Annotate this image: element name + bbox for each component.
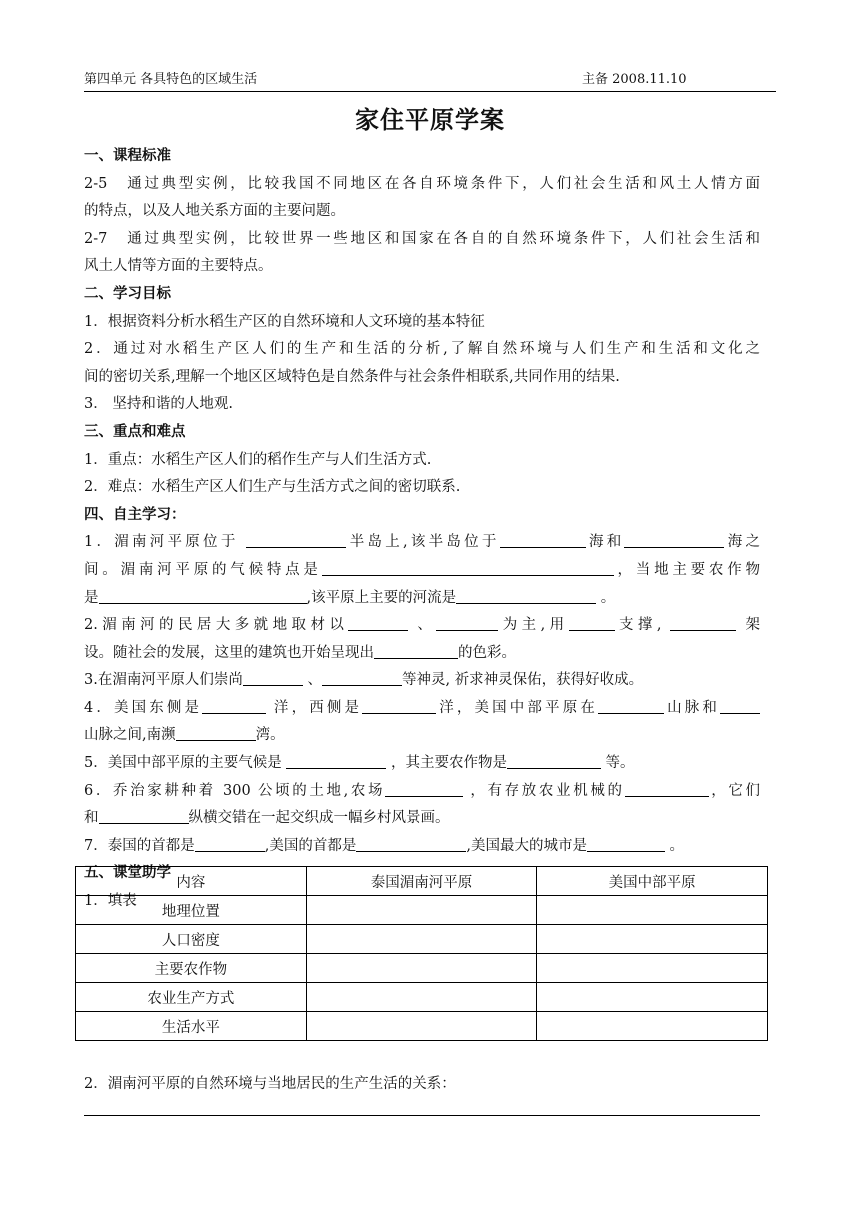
page-header xyxy=(84,71,776,92)
answer-blank[interactable] xyxy=(195,837,265,852)
row-label: 地理位置 xyxy=(76,896,307,925)
section-heading-goals: 二、学习目标 xyxy=(84,285,171,302)
author-date: 主备 2008.11.10 xyxy=(582,72,687,87)
task-2-relationship: 2．湄南河平原的自然环境与当地居民的生产生活的关系： xyxy=(84,1076,456,1092)
answer-blank[interactable] xyxy=(202,699,266,714)
answer-blank[interactable] xyxy=(99,589,307,604)
table-row xyxy=(76,954,768,983)
answer-blank[interactable] xyxy=(176,726,256,741)
answer-cell[interactable] xyxy=(537,1012,768,1041)
answer-blank[interactable] xyxy=(587,837,665,852)
answer-cell[interactable] xyxy=(537,896,768,925)
section-heading-standards: 一、课程标准 xyxy=(84,148,171,164)
answer-blank[interactable] xyxy=(356,837,466,852)
table-row xyxy=(76,983,768,1012)
question-1-line3: 是 ,该平原上主要的河流是 。 xyxy=(84,589,616,606)
question-3: 3.在湄南河平原人们崇尚 、 等神灵, 祈求神灵保佑，获得好收成。 xyxy=(84,672,644,689)
answer-blank[interactable] xyxy=(507,754,601,769)
task-1-fill-table: 1．填表 xyxy=(84,893,137,910)
row-label: 生活水平 xyxy=(76,1012,307,1041)
question-1-line1: 1．湄南河平原位于 半岛上,该半岛位于 海和 海之 xyxy=(84,534,761,551)
answer-blank[interactable] xyxy=(374,644,458,659)
question-4-line1: 4．美国东侧是 洋，西侧是 洋，美国中部平原在 山脉和 xyxy=(84,695,760,723)
answer-blank[interactable] xyxy=(436,616,498,631)
question-5: 5．美国中部平原的主要气候是 ，其主要农作物是 等。 xyxy=(84,755,635,772)
question-4-line2: 山脉之间,南濒 湾。 xyxy=(84,727,285,744)
row-label: 主要农作物 xyxy=(76,954,307,983)
answer-blank[interactable] xyxy=(598,699,664,714)
table-row xyxy=(76,925,768,954)
answer-blank[interactable] xyxy=(385,782,463,797)
question-2-line1: 2.湄南河的民居大多就地取材以 、 为主,用 支撑, 架 xyxy=(84,617,761,634)
answer-blank[interactable] xyxy=(246,533,346,548)
keypoint-1: 1．重点：水稻生产区人们的稻作生产与人们生活方式. xyxy=(84,451,432,468)
answer-cell[interactable] xyxy=(306,983,537,1012)
answer-blank[interactable] xyxy=(569,616,615,631)
answer-cell[interactable] xyxy=(537,983,768,1012)
section-heading-keypoints: 三、重点和难点 xyxy=(84,423,186,440)
standard-2-7-line2: 风土人情等方面的主要特点。 xyxy=(84,258,273,275)
answer-cell[interactable] xyxy=(306,925,537,954)
table-header-row xyxy=(76,867,768,896)
answer-cell[interactable] xyxy=(537,925,768,954)
row-label: 农业生产方式 xyxy=(76,983,307,1012)
answer-blank[interactable] xyxy=(670,616,736,631)
answer-cell[interactable] xyxy=(306,1012,537,1041)
table-row xyxy=(76,1012,768,1041)
answer-line[interactable] xyxy=(84,1115,760,1116)
table-header-content: 内容 xyxy=(76,867,307,896)
table-row xyxy=(76,896,768,925)
answer-blank[interactable] xyxy=(625,782,709,797)
goal-2-line1: 2．通过对水稻生产区人们的生产和生活的分析,了解自然环境与人们生产和生活和文化之 xyxy=(84,341,760,358)
answer-blank[interactable] xyxy=(322,671,402,686)
answer-blank[interactable] xyxy=(456,589,596,604)
question-2-line2: 设。随社会的发展，这里的建筑也开始呈现出 的色彩。 xyxy=(84,644,516,661)
answer-blank[interactable] xyxy=(286,754,386,769)
section-heading-class-help: 五、课堂助学 xyxy=(84,865,171,882)
answer-cell[interactable] xyxy=(306,954,537,983)
answer-blank[interactable] xyxy=(322,561,614,576)
question-7: 7．泰国的首都是 ,美国的首都是 ,美国最大的城市是 。 xyxy=(84,837,685,854)
question-6-line2: 和 纵横交错在一起交织成一幅乡村风景画。 xyxy=(84,810,450,827)
answer-cell[interactable] xyxy=(537,954,768,983)
answer-blank[interactable] xyxy=(348,616,408,631)
table-header-usa: 美国中部平原 xyxy=(537,867,768,896)
answer-cell[interactable] xyxy=(306,896,537,925)
answer-blank[interactable] xyxy=(720,699,760,714)
goal-3: 3． 坚持和谐的人地观. xyxy=(84,396,233,413)
answer-blank[interactable] xyxy=(624,533,724,548)
answer-blank[interactable] xyxy=(99,809,189,824)
question-6-line1: 6．乔治家耕种着 300 公顷的土地,农场 ，有存放农业机械的 ，它们 xyxy=(84,782,760,799)
section-heading-self-study: 四、自主学习： xyxy=(84,506,186,523)
document-body xyxy=(84,143,760,916)
goal-1: 1．根据资料分析水稻生产区的自然环境和人文环境的基本特征 xyxy=(84,313,485,330)
answer-blank[interactable] xyxy=(362,699,436,714)
standard-2-7-line1: 2-7 通过典型实例，比较世界一些地区和国家在各自的自然环境条件下，人们社会生活和 xyxy=(84,230,760,247)
goal-2-line2: 间的密切关系,理解一个地区区域特色是自然条件与社会条件相联系,共同作用的结果. xyxy=(84,368,620,385)
question-1-line2: 间。湄南河平原的气候特点是 ，当地主要农作物 xyxy=(84,561,761,578)
standard-2-5-line2: 的特点，以及人地关系方面的主要问题。 xyxy=(84,203,345,220)
table-header-thailand: 泰国湄南河平原 xyxy=(306,867,537,896)
keypoint-2: 2．难点：水稻生产区人们生产与生活方式之间的密切联系. xyxy=(84,479,461,496)
standard-2-5-line1: 2-5 通过典型实例，比较我国不同地区在各自环境条件下，人们社会生活和风土人情方面 xyxy=(84,175,760,192)
answer-blank[interactable] xyxy=(500,533,586,548)
page-title: 家住平原学案 xyxy=(355,106,505,134)
answer-blank[interactable] xyxy=(243,671,303,686)
unit-label: 第四单元 各具特色的区域生活 xyxy=(84,72,258,87)
row-label: 人口密度 xyxy=(76,925,307,954)
comparison-table xyxy=(75,866,768,1041)
